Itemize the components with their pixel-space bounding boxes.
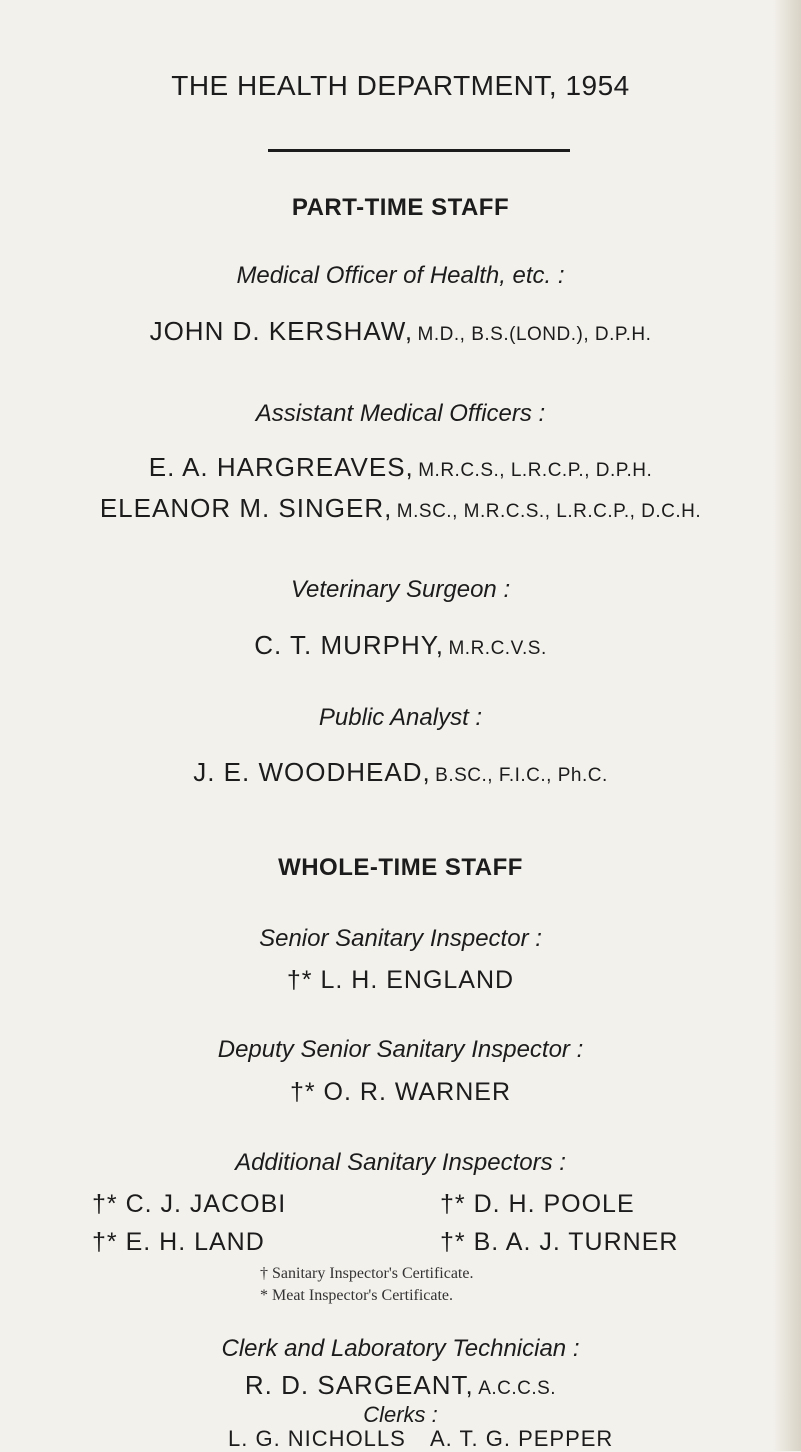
vet-line — [0, 630, 801, 661]
clerk-lab-role: Clerk and Laboratory Technician : — [221, 1335, 580, 1362]
moh-role: Medical Officer of Health, etc. : — [236, 262, 565, 289]
vet-quals: M.R.C.V.S. — [448, 638, 547, 659]
whole-time-heading: WHOLE-TIME STAFF — [278, 854, 523, 881]
clerk-lab-name: R. D. SARGEANT, — [244, 1370, 474, 1400]
amo1-name: E. A. HARGREAVES, — [148, 452, 414, 482]
amo-role: Assistant Medical Officers : — [255, 400, 546, 427]
dssi-role: Deputy Senior Sanitary Inspector : — [217, 1036, 584, 1063]
amo1-line — [0, 452, 801, 483]
clerk-lab-line — [0, 1370, 801, 1401]
amo2-line — [0, 493, 801, 524]
ssi-role: Senior Sanitary Inspector : — [259, 925, 542, 952]
analyst-quals: B.SC., F.I.C., Ph.C. — [435, 765, 608, 786]
asi-name-1: †* C. J. JACOBI — [92, 1190, 287, 1218]
part-time-heading: PART-TIME STAFF — [291, 194, 510, 221]
asi-role: Additional Sanitary Inspectors : — [235, 1149, 566, 1176]
analyst-name: J. E. WOODHEAD, — [193, 757, 431, 787]
asi-name-3: †* E. H. LAND — [92, 1228, 265, 1256]
amo2-name: ELEANOR M. SINGER, — [99, 493, 393, 523]
analyst-role: Public Analyst : — [318, 704, 483, 731]
moh-line — [0, 316, 801, 347]
clerk-name-2: A. T. G. PEPPER — [430, 1426, 614, 1451]
vet-role: Veterinary Surgeon : — [290, 576, 511, 603]
moh-name: JOHN D. KERSHAW, — [149, 316, 414, 346]
dssi-name: †* O. R. WARNER — [289, 1078, 512, 1106]
moh-quals: M.D., B.S.(LOND.), D.P.H. — [417, 324, 652, 345]
asi-name-2: †* D. H. POOLE — [440, 1190, 635, 1218]
asi-name-4: †* B. A. J. TURNER — [440, 1228, 679, 1256]
footnote-sanitary: † Sanitary Inspector's Certificate. — [260, 1265, 474, 1282]
analyst-line — [0, 757, 801, 788]
amo1-quals: M.R.C.S., L.R.C.P., D.P.H. — [418, 460, 653, 481]
amo2-quals: M.SC., M.R.C.S., L.R.C.P., D.C.H. — [396, 501, 702, 522]
page-header: THE HEALTH DEPARTMENT, 1954 — [171, 70, 630, 101]
clerk-lab-quals: A.C.C.S. — [478, 1378, 557, 1399]
ssi-name: †* L. H. ENGLAND — [286, 966, 515, 994]
vet-name: C. T. MURPHY, — [254, 630, 445, 660]
clerk-name-1: L. G. NICHOLLS — [228, 1426, 406, 1451]
clerks-role: Clerks : — [363, 1402, 438, 1427]
header-rule — [268, 149, 570, 152]
footnote-meat: * Meat Inspector's Certificate. — [260, 1287, 454, 1304]
